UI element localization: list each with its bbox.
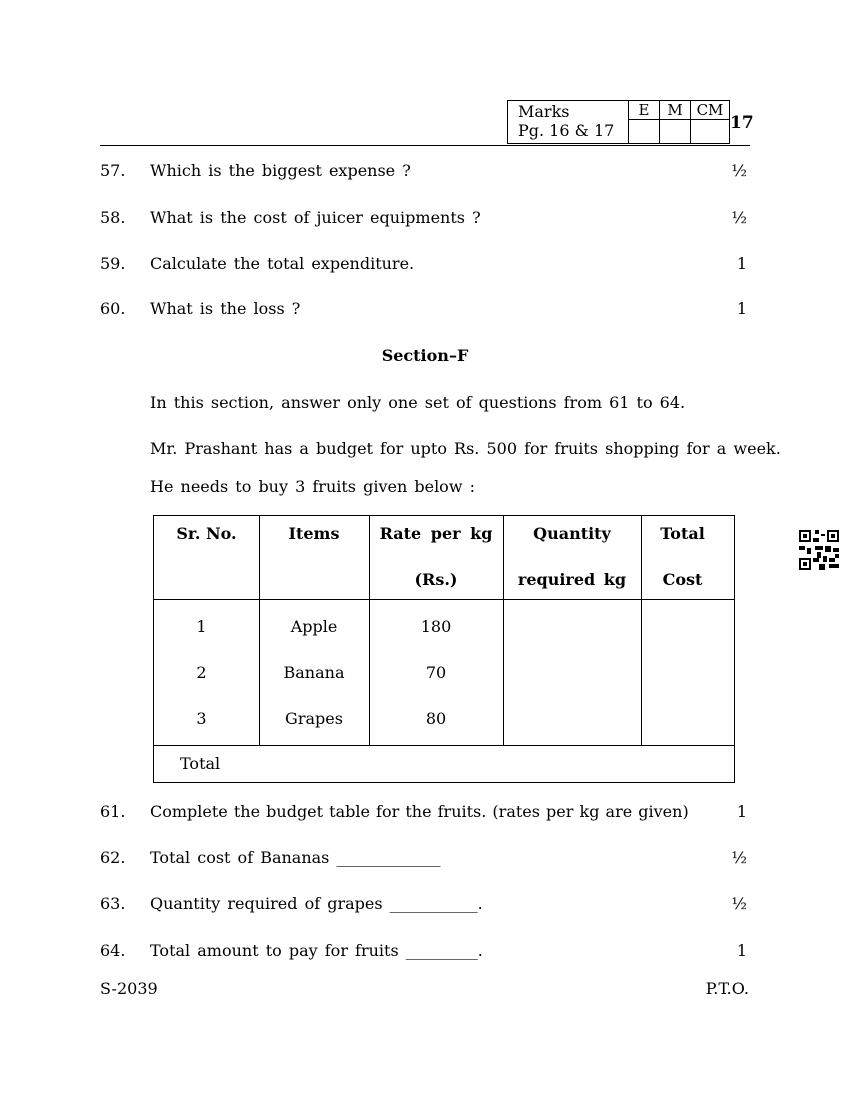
question-mark: 1 [736,299,747,318]
question-mark: ½ [731,161,747,180]
cell-item: Grapes [285,709,343,728]
question-mark: 1 [736,802,747,821]
question-text: Complete the budget table for the fruits. (rates per kg are given) [150,802,689,821]
question-number: 57. [100,161,126,180]
header-total: Total [660,524,705,543]
cell-sr: 1 [196,617,207,636]
marks-label: Marks [518,102,570,121]
question-mark: ½ [731,848,747,867]
question-text: Calculate the total expenditure. [150,254,415,273]
question-mark: 1 [736,254,747,273]
question-number: 62. [100,848,126,867]
marks-pages: Pg. 16 & 17 [518,121,615,140]
please-turn-over: P.T.O. [705,979,749,998]
question-number: 60. [100,299,126,318]
question-mark: ½ [731,208,747,227]
header-total-cost: Cost [662,570,703,589]
question-text: Total amount to pay for fruits _________. [150,941,483,960]
header-rate: Rate per kg [379,524,493,543]
qr-code-icon [799,530,839,570]
question-text: Total cost of Bananas _____________ [150,848,441,867]
marks-col-e-label: E [629,101,659,120]
question-text: What is the loss ? [150,299,301,318]
table-divider [641,516,642,745]
problem-paragraph: Mr. Prashant has a budget for upto Rs. 500 for fruits shopping for a week. [150,439,781,458]
problem-paragraph-2: He needs to buy 3 fruits given below : [150,477,475,496]
header-sr-no: Sr. No. [176,524,237,543]
cell-rate: 70 [425,663,447,682]
question-number: 64. [100,941,126,960]
cell-sr: 2 [196,663,207,682]
marks-box [507,100,730,144]
cell-sr: 3 [196,709,207,728]
question-text: Which is the biggest expense ? [150,161,411,180]
table-divider [503,516,504,745]
question-number: 61. [100,802,126,821]
question-mark: ½ [731,894,747,913]
question-text: Quantity required of grapes ___________. [150,894,483,913]
cell-rate: 180 [420,617,452,636]
question-number: 63. [100,894,126,913]
paper-code: S-2039 [100,979,158,998]
marks-label-cell [508,101,629,144]
header-items: Items [288,524,340,543]
question-mark: 1 [736,941,747,960]
marks-col-cm-label: CM [691,101,729,120]
fruits-budget-table [153,515,735,783]
marks-col-e [629,101,660,144]
cell-rate: 80 [425,709,447,728]
cell-item: Apple [290,617,338,636]
page-number: 17 [730,113,754,133]
table-header-divider [154,599,734,600]
marks-col-m-label: M [660,101,690,120]
section-instruction: In this section, answer only one set of questions from 61 to 64. [150,393,686,412]
table-total-divider [154,745,734,746]
table-total-label: Total [180,754,221,773]
header-rate-unit: (Rs.) [414,570,458,589]
cell-item: Banana [283,663,345,682]
question-text: What is the cost of juicer equipments ? [150,208,481,227]
question-number: 59. [100,254,126,273]
section-title: Section–F [381,346,469,365]
question-number: 58. [100,208,126,227]
header-quantity-unit: required kg [517,570,627,589]
marks-col-cm [691,101,730,144]
header-rule [100,145,750,146]
marks-col-m [660,101,691,144]
header-quantity: Quantity [533,524,611,543]
